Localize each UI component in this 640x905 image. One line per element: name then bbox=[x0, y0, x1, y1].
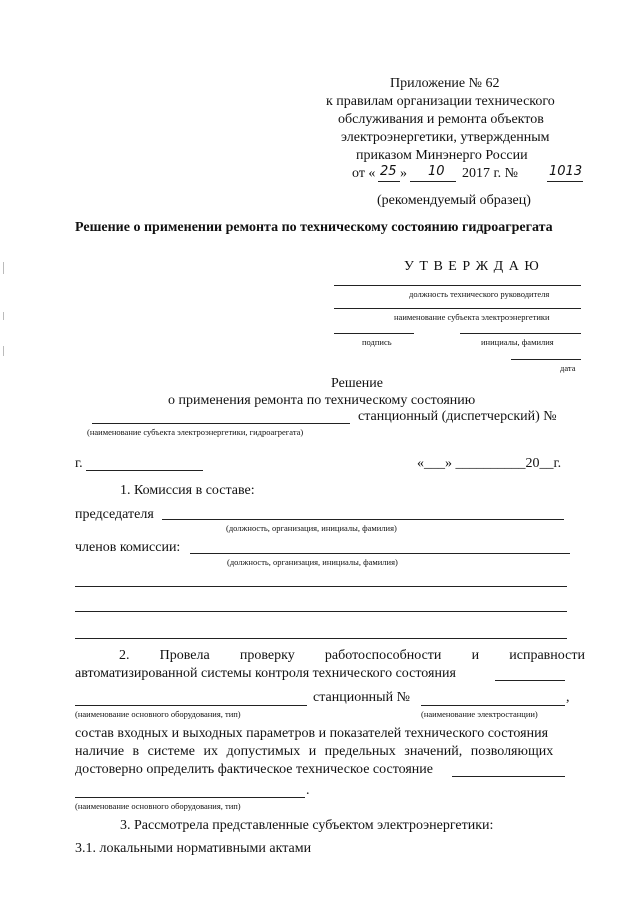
members-caption: (должность, организация, инициалы, фамилия) bbox=[227, 557, 398, 567]
members-extra-line-1[interactable] bbox=[75, 586, 567, 587]
date-caption: дата bbox=[560, 363, 576, 373]
station-line[interactable] bbox=[421, 705, 565, 706]
equipment-line-2[interactable] bbox=[75, 797, 305, 798]
appendix-number: Приложение № 62 bbox=[390, 76, 500, 91]
system-line[interactable] bbox=[495, 680, 565, 681]
equipment-caption-2: (наименование основного оборудования, тип) bbox=[75, 801, 241, 811]
city-line[interactable] bbox=[86, 470, 203, 471]
decision-heading: Решение bbox=[331, 376, 384, 391]
members-label: членов комиссии: bbox=[75, 540, 181, 555]
equipment-dot: . bbox=[306, 783, 310, 798]
station-number-text: станционный № bbox=[313, 690, 410, 705]
paragraph-2-line-4: наличие в системе их допустимых и предельных значений, позволяющих bbox=[75, 744, 554, 759]
city-prefix: г. bbox=[75, 456, 83, 471]
entity-caption: наименование субъекта электроэнергетики bbox=[394, 312, 550, 322]
commission-intro: 1. Комиссия в составе: bbox=[120, 483, 255, 498]
members-extra-line-3[interactable] bbox=[75, 638, 567, 639]
appendix-line-5: приказом Минэнерго России bbox=[356, 148, 528, 163]
chairman-label: председателя bbox=[75, 507, 154, 522]
p2-word: проверку bbox=[239, 648, 295, 663]
name-line[interactable] bbox=[460, 333, 581, 334]
name-caption: инициалы, фамилия bbox=[481, 337, 554, 347]
equipment-caption: (наименование основного оборудования, тип) bbox=[75, 709, 241, 719]
equipment-line[interactable] bbox=[75, 705, 307, 706]
p2-word: работоспособности bbox=[324, 648, 442, 663]
appendix-line-2: к правилам организации технического bbox=[326, 94, 555, 109]
scan-edge-mark bbox=[3, 346, 4, 356]
approve-heading: У Т В Е Р Ж Д А Ю bbox=[404, 259, 540, 274]
paragraph-2-first-line bbox=[119, 648, 585, 664]
date-line[interactable] bbox=[511, 359, 581, 360]
p2-word: исправности bbox=[509, 648, 585, 663]
signature-line[interactable] bbox=[334, 333, 414, 334]
members-extra-line-2[interactable] bbox=[75, 611, 567, 612]
date-prefix: от « bbox=[352, 166, 376, 181]
recommended-sample: (рекомендуемый образец) bbox=[377, 193, 531, 208]
station-caption: (наименование электростанции) bbox=[421, 709, 538, 719]
p2-word: и bbox=[471, 648, 480, 663]
document-title: Решение о применении ремонта по техническому состоянию гидроагрегата bbox=[75, 220, 553, 235]
paragraph-3-1: 3.1. локальными нормативными актами bbox=[75, 841, 312, 856]
appendix-line-4: электроэнергетики, утвержденным bbox=[341, 130, 550, 145]
paragraph-2-line-2: автоматизированной системы контроля технического состояния bbox=[75, 666, 456, 681]
station-comma: , bbox=[566, 690, 570, 705]
date-day: 25 bbox=[380, 164, 397, 179]
members-line[interactable] bbox=[190, 553, 570, 554]
actual-state-line[interactable] bbox=[452, 776, 565, 777]
paragraph-2-line-3: состав входных и выходных параметров и показателей технического состояния bbox=[75, 726, 549, 741]
paragraph-3: 3. Рассмотрела представленные субъектом электроэнергетики: bbox=[120, 818, 494, 833]
order-number: 1013 bbox=[549, 164, 583, 179]
chairman-line[interactable] bbox=[162, 519, 564, 520]
appendix-line-3: обслуживания и ремонта объектов bbox=[338, 112, 544, 127]
date-month: 10 bbox=[428, 164, 445, 179]
position-line[interactable] bbox=[334, 285, 581, 286]
entity-line[interactable] bbox=[334, 308, 581, 309]
paragraph-2-line-5: достоверно определить фактическое техническое состояние bbox=[75, 762, 434, 777]
scan-edge-mark bbox=[3, 262, 4, 274]
chairman-caption: (должность, организация, инициалы, фамилия) bbox=[226, 523, 397, 533]
scan-edge-mark bbox=[3, 312, 4, 320]
entity-name-line[interactable] bbox=[92, 423, 350, 424]
date-year: 2017 г. № bbox=[462, 166, 519, 181]
decision-subheading: о применения ремонта по техническому состоянию bbox=[168, 393, 476, 408]
signature-caption: подпись bbox=[362, 337, 392, 347]
date-quote: » bbox=[400, 166, 407, 181]
order-date-line bbox=[352, 164, 592, 184]
decision-date: «___» __________20__г. bbox=[417, 456, 562, 471]
dispatch-number-text: станционный (диспетчерский) № bbox=[358, 409, 557, 424]
entity-name-caption: (наименование субъекта электроэнергетики, гидроагрегата) bbox=[87, 427, 304, 437]
p2-word: 2. bbox=[119, 648, 130, 663]
p2-word: Провела bbox=[159, 648, 210, 663]
position-caption: должность технического руководителя bbox=[409, 289, 550, 299]
